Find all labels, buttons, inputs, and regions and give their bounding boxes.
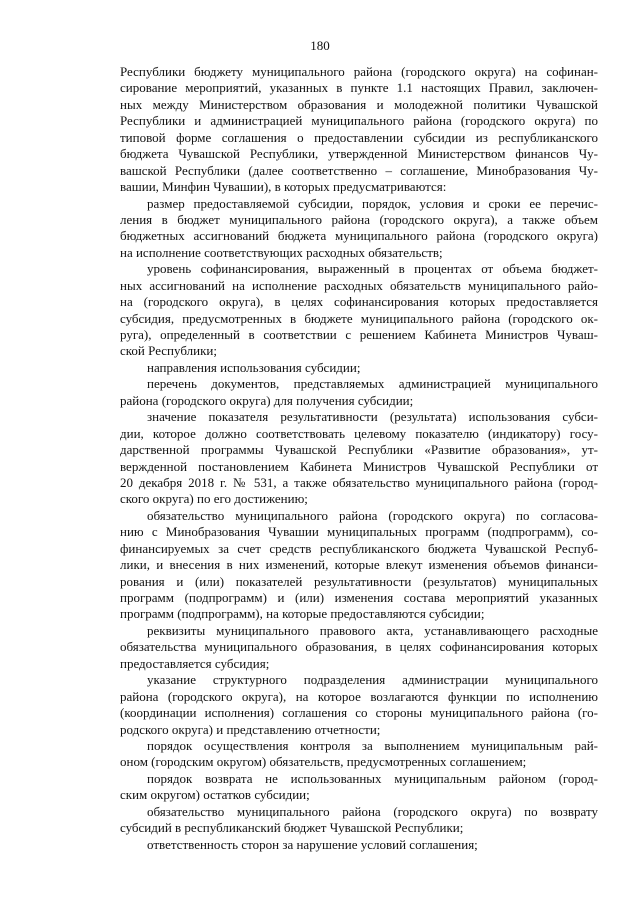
text-line: вашии, Минфин Чувашии), в которых предусматриваются: (120, 179, 447, 195)
paragraph-first-line: указание структурного подразделения администрации муниципального (147, 672, 598, 688)
text-line: руга), определенный в соответствии с решением Кабинета Министров Чуваш- (120, 327, 598, 342)
text-line: программ (подпрограмм) и (или) изменения состава мероприятий указанных (120, 590, 598, 605)
text-line: сирование мероприятий, указанных в пункте 1.1 настоящих Правил, заключен- (120, 80, 598, 96)
paragraph-first-line: порядок осуществления контроля за выполнением муниципальным рай- (147, 737, 598, 753)
text-line: ления в бюджет муниципального района (городского округа), а также объем (120, 211, 598, 227)
text-line: района (городского округа) для получения субсидии; (120, 392, 414, 408)
text-line: ским округом) остатков субсидии; (120, 787, 310, 803)
text-line: родского округа) и представлению отчетности; (120, 721, 381, 737)
text-line: нию с Минобразования Чувашии муниципальных программ (подпрограмм), со- (120, 524, 598, 540)
paragraph-first-line: перечень документов, представляемых администрацией муниципального (147, 376, 598, 392)
text-line: рования и (или) показателей результативности (результатов) муниципальных (120, 573, 598, 589)
text-line: дии, которое должно соответствовать целевому показателю (индикатору) госу- (120, 425, 598, 441)
text-line: района (городского округа), на которое возлагаются функции по исполнению (120, 688, 598, 704)
text-line: субсидия, предусмотренных в бюджете муниципального района (городского ок- (120, 310, 598, 326)
text-line: на (городского округа), в целях софинансирования которых предоставляется (120, 294, 598, 310)
text-line: типовой форме соглашения о предоставлении субсидии из республиканского (120, 129, 598, 145)
text-line: обязательства муниципального образования, в целях софинансирования которых (120, 639, 598, 655)
text-line: ных ассигнований на исполнение расходных обязательств муниципального райо- (120, 277, 598, 293)
text-line: (координации исполнения) соглашения со стороны муниципального района (го- (120, 705, 598, 721)
paragraph-first-line: обязательство муниципального района (городского округа) по возврату (147, 803, 598, 819)
text-line: бюджетных ассигнований бюджета муниципального района (городского округа) (120, 228, 598, 244)
paragraph-first-line: уровень софинансирования, выраженный в процентах от объема бюджет- (147, 261, 598, 277)
paragraph-first-line: направления использования субсидии; (147, 359, 361, 375)
text-line: вашской Республики (далее соответственно – соглашение, Минобразования Чу- (120, 162, 598, 178)
text-line: лики, и внесения в них изменений, которые влекут изменения объемов финанси- (120, 557, 598, 573)
paragraph-first-line: порядок возврата не использованных муниципальным районом (город- (147, 770, 598, 786)
text-line: ных между Министерством образования и молодежной политики Чувашской (120, 96, 598, 112)
page-number: 180 (310, 38, 330, 53)
text-line: Республики бюджету муниципального района (городского округа) на софинан- (120, 64, 598, 79)
text-line: субсидий в республиканский бюджет Чувашской Республики; (120, 820, 464, 836)
paragraph-first-line: размер предоставляемой субсидии, порядок, условия и сроки ее перечис- (147, 195, 598, 211)
text-line: предоставляется субсидия; (120, 655, 270, 671)
text-line: Республики и администрацией муниципального района (городского округа) по (120, 113, 598, 129)
paragraph-first-line: реквизиты муниципального правового акта, устанавливающего расходные (147, 622, 598, 638)
text-line: дарственной программы Чувашской Республики «Развитие образования», ут- (120, 442, 598, 458)
text-line: финансируемых за счет средств республиканского бюджета Чувашской Респуб- (120, 540, 598, 556)
text-line: ского округа) по его достижению; (120, 491, 308, 507)
text-line: ской Республики; (120, 343, 217, 359)
body-text (120, 64, 598, 853)
text-line: на исполнение соответствующих расходных обязательств; (120, 244, 443, 260)
paragraph-first-line: обязательство муниципального района (городского округа) по согласова- (147, 507, 598, 523)
text-line: 20 декабря 2018 г. № 531, а также обязательство муниципального района (город- (120, 474, 598, 490)
text-line: бюджета Чувашской Республики, утвержденной Министерством финансов Чу- (120, 146, 598, 162)
text-line: вержденной постановлением Кабинета Министров Чувашской Республики от (120, 458, 598, 474)
paragraph-first-line: значение показателя результативности (результата) использования субси- (147, 409, 598, 425)
text-line: оном (городским округом) обязательств, предусмотренных соглашением; (120, 754, 527, 770)
text-line: программ (подпрограмм), на которые предоставляются субсидии; (120, 606, 485, 622)
paragraph-first-line: ответственность сторон за нарушение условий соглашения; (147, 836, 478, 852)
